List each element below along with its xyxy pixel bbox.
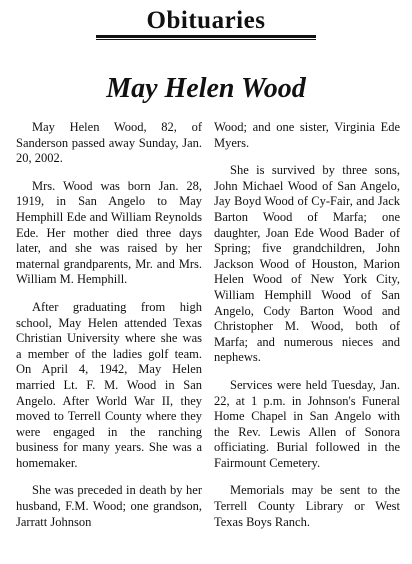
paragraph-memorials: Memorials may be sent to the Terrell County Library or West Texas Boys Ranch.	[214, 483, 400, 529]
paragraph-birth: Mrs. Wood was born Jan. 28, 1919, in San Angelo to May Hemphill Ede and William Reynolds Ede. Her mother died three days later, and she was raised by her maternal grandparents, Mr. and Mrs. William M. Hemphill.	[16, 178, 202, 287]
article-column-left	[16, 120, 202, 542]
paragraph-preceded: She was preceded in death by her husband, F.M. Wood; one grandson, Jarratt Johnson	[16, 483, 202, 529]
article-column-right	[214, 120, 400, 542]
paragraph-life: After graduating from high school, May Helen attended Texas Christian University where she was a member of the ladies golf team. On April 4, 1942, May Helen married Lt. F. M. Wood in San Angelo. After World War II, they moved to Terrell County where they were engaged in the ranching business for many years. She was a homemaker.	[16, 299, 202, 470]
section-title: Obituaries	[146, 7, 266, 34]
section-rule-top	[96, 35, 316, 38]
section-rule-bottom	[96, 39, 316, 40]
obituary-headline: May Helen Wood	[106, 73, 306, 104]
paragraph-intro: May Helen Wood, 82, of Sanderson passed away Sunday, Jan. 20, 2002.	[16, 120, 202, 166]
paragraph-preceded-continued: Wood; and one sister, Virginia Ede Myers.	[214, 120, 400, 150]
paragraph-services: Services were held Tuesday, Jan. 22, at 1 p.m. in Johnson's Funeral Home Chapel in San Angelo with the Rev. Lewis Allen of Sonora officiating. Burial followed in the Fairmount Cemetery.	[214, 377, 400, 470]
paragraph-survivors: She is survived by three sons, John Michael Wood of San Angelo, Jay Boyd Wood of Cy-Fair, and Jack Barton Wood of Marfa; one daughter, Joan Ede Wood Bader of Spring; five grandchildren, John Jackson Wood of Houston, Marion Helen Wood of New York City, William Hemphill Wood of San Angelo, Cody Barton Wood and Christopher M. Wood, both of Marfa; and numerous nieces and nephews.	[214, 163, 400, 365]
